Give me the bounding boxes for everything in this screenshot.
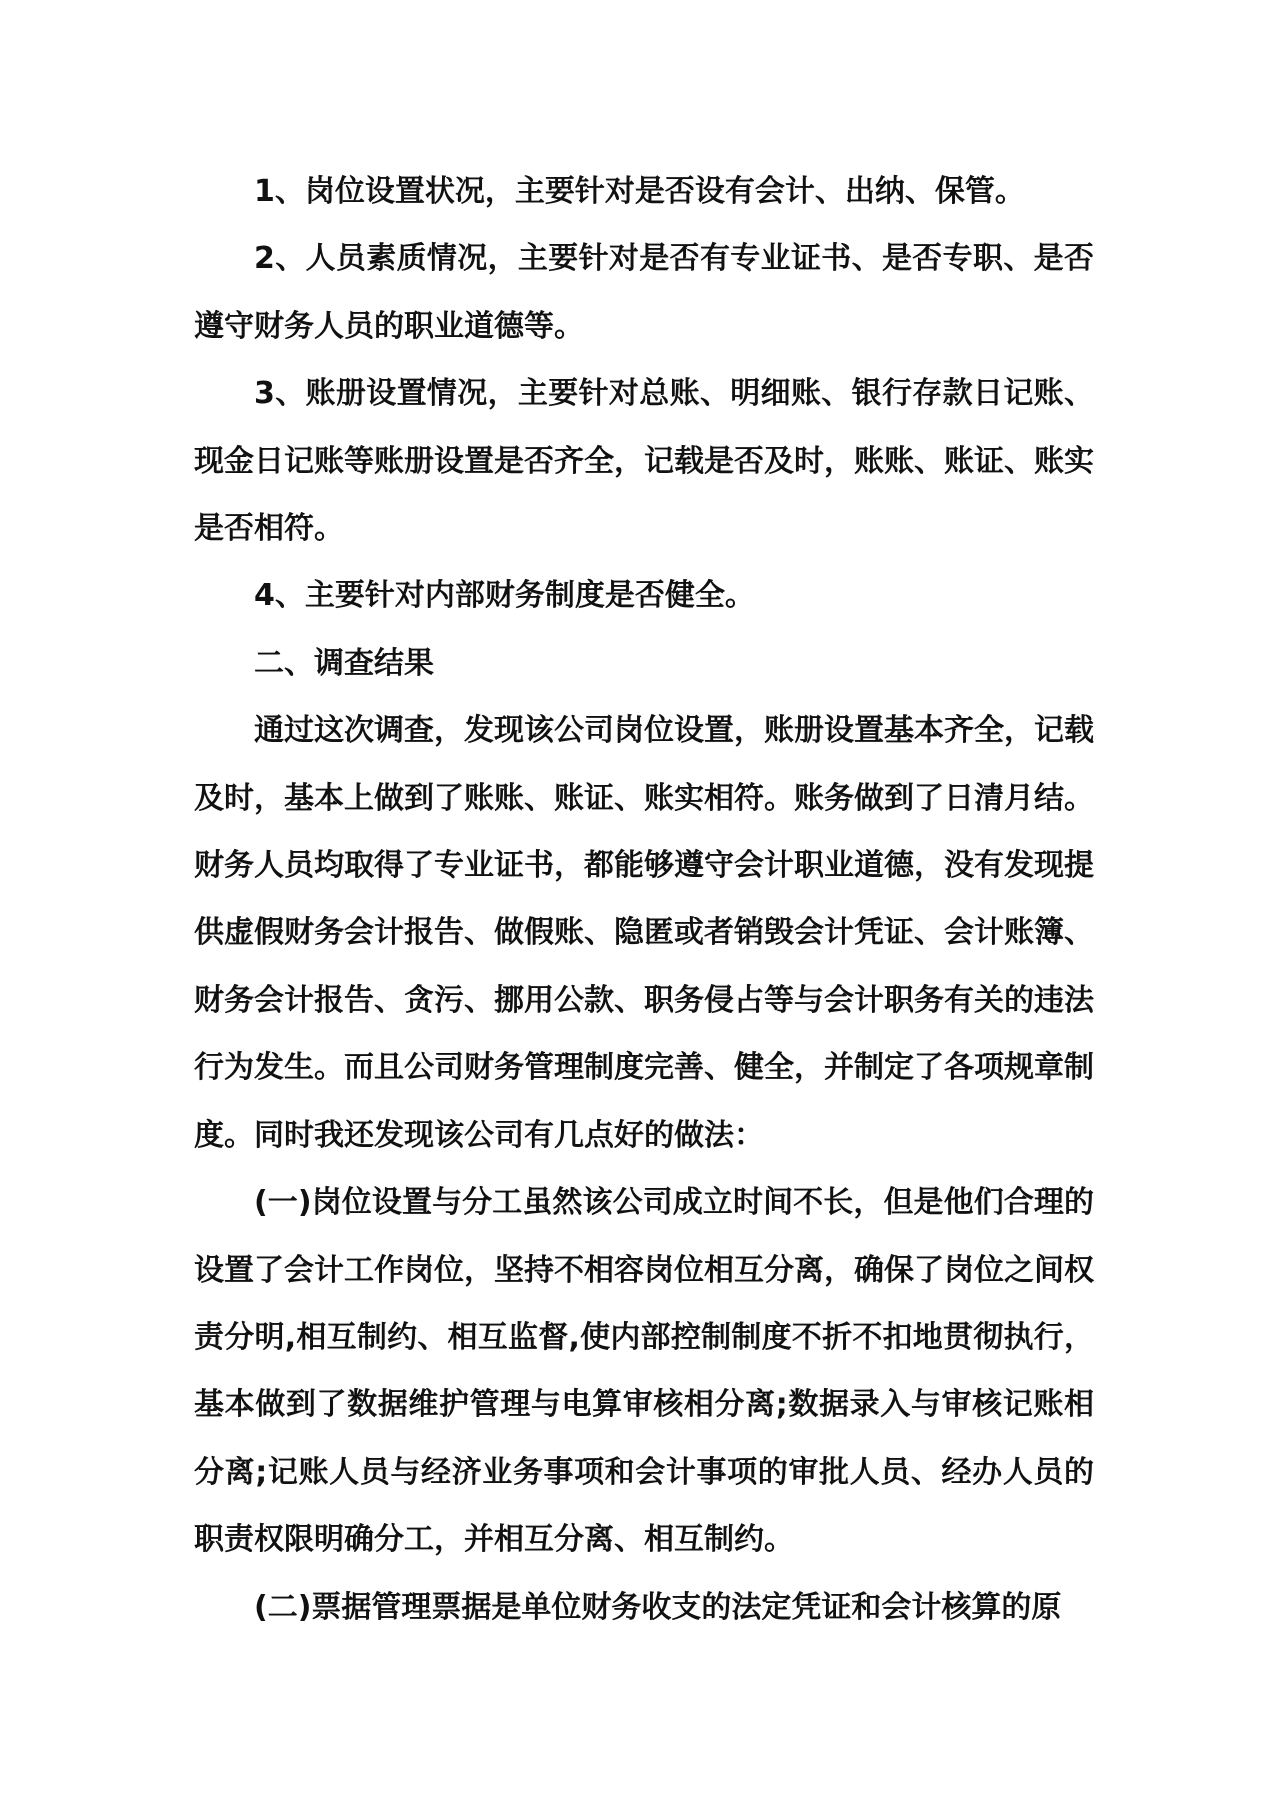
document-body — [194, 158, 1094, 1641]
paragraph-survey-findings: 通过这次调查，发现该公司岗位设置，账册设置基本齐全，记载及时，基本上做到了账账、账证、账实相符。账务做到了日清月结。财务人员均取得了专业证书，都能够遵守会计职业道德，没有发现提供虚假财务会计报告、做假账、隐匿或者销毁会计凭证、会计账簿、财务会计报告、贪污、挪用公款、职务侵占等与会计职务有关的违法行为发生。而且公司财务管理制度完善、健全，并制定了各项规章制度。同时我还发现该公司有几点好的做法： — [194, 713, 1094, 1153]
paragraph-staff-quality: 2、人员素质情况，主要针对是否有专业证书、是否专职、是否遵守财务人员的职业道德等。 — [194, 241, 1094, 344]
paragraph-post-division: (一)岗位设置与分工虽然该公司成立时间不长，但是他们合理的设置了会计工作岗位，坚持不相容岗位相互分离，确保了岗位之间权责分明,相互制约、相互监督,使内部控制制度不折不扣地贯彻执行，基本做到了数据维护管理与电算审核相分离;数据录入与审核记账相分离;记账人员与经济业务事项和会计事项的审批人员、经办人员的职责权限明确分工，并相互分离、相互制约。 — [194, 1185, 1094, 1558]
paragraph-internal-rules: 4、主要针对内部财务制度是否健全。 — [254, 578, 755, 614]
section-heading-results: 二、调查结果 — [254, 645, 434, 681]
paragraph-ledger-setup: 3、账册设置情况，主要针对总账、明细账、银行存款日记账、现金日记账等账册设置是否齐全，记载是否及时，账账、账证、账实是否相符。 — [194, 376, 1094, 547]
paragraph-post-setup: 1、岗位设置状况，主要针对是否设有会计、出纳、保管。 — [254, 174, 1025, 209]
paragraph-invoice-management: (二)票据管理票据是单位财务收支的法定凭证和会计核算的原 — [254, 1589, 1062, 1625]
